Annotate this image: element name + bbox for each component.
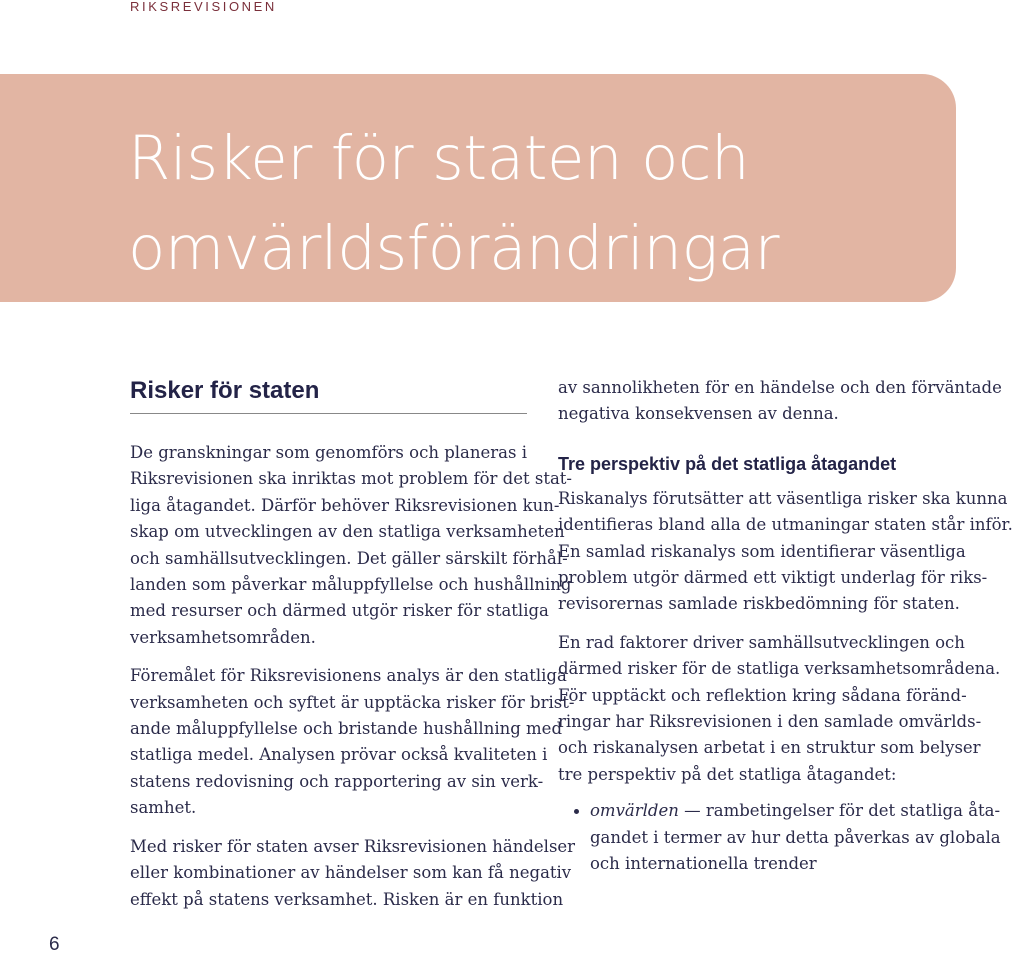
text-line: skap om utvecklingen av den statliga verksamheten [130, 522, 565, 542]
text-line: identifieras bland alla de utmaningar staten står inför. [558, 515, 1013, 535]
text-line: Riskanalys förutsätter att väsentliga risker ska kunna [558, 488, 1008, 508]
text-line: därmed risker för de statliga verksamhetsområdena. [558, 659, 1001, 679]
text-line: gandet i termer av hur detta påverkas av globala [590, 827, 1001, 847]
text-line: tre perspektiv på det statliga åtagandet: [558, 764, 897, 784]
text-line: statens redovisning och rapportering av sin verk- [130, 771, 544, 791]
text-line: med resurser och därmed utgör risker för statliga [130, 601, 549, 621]
text-line: verksamhetsområden. [130, 627, 316, 647]
paragraph [130, 834, 576, 913]
bullet-item [558, 798, 1001, 877]
left-column [130, 375, 576, 913]
text-line: För upptäckt och reflektion kring sådana föränd- [558, 685, 967, 705]
paragraph [558, 375, 1002, 428]
paragraph [558, 630, 1001, 788]
text-line: effekt på statens verksamhet. Risken är en funktion [130, 889, 564, 909]
paragraph [558, 486, 1013, 618]
chapter-title [128, 114, 779, 294]
text-line: och internationella trender [590, 854, 817, 874]
text-line: ande måluppfyllelse och bristande hushållning med [130, 719, 563, 739]
subheading: Tre perspektiv på det statliga åtagandet [558, 453, 897, 474]
text-line: De granskningar som genomförs och planeras i [130, 443, 527, 462]
paragraph [130, 663, 575, 821]
chapter-title-line: omvärldsförändringar [128, 213, 780, 284]
text-line: problem utgör därmed ett viktigt underlag för riks- [558, 568, 988, 588]
running-header: RIKSREVISIONEN [130, 0, 277, 14]
bullet-text: — rambetingelser för det statliga åta- [684, 801, 1001, 821]
text-line: revisorernas samlade riskbedömning för staten. [558, 594, 960, 614]
text-line: Med risker för staten avser Riksrevisionen händelser [130, 836, 576, 856]
text-line: verksamheten och syftet är upptäcka risker för brist- [130, 692, 575, 712]
text-line: negativa konsekvensen av denna. [558, 404, 839, 424]
bullet-dot-icon [574, 809, 579, 814]
right-column [558, 375, 1013, 878]
section-heading: Risker för staten [130, 375, 527, 414]
text-line: samhet. [130, 798, 197, 818]
text-line: En rad faktorer driver samhällsutvecklingen och [558, 632, 965, 652]
bullet-term: omvärlden [590, 801, 679, 821]
text-line: ringar har Riksrevisionen i den samlade omvärlds- [558, 712, 982, 732]
text-line [590, 798, 1001, 824]
text-line: liga åtagandet. Därför behöver Riksrevisionen kun- [130, 495, 560, 515]
text-line: av sannolikheten för en händelse och den förväntade [558, 378, 1002, 397]
text-line: landen som påverkar måluppfyllelse och hushållning [130, 575, 572, 595]
paragraph [130, 440, 573, 651]
text-line: Riksrevisionen ska inriktas mot problem för det stat- [130, 469, 573, 489]
text-line: och riskanalysen arbetat i en struktur som belyser [558, 738, 981, 758]
text-line: En samlad riskanalys som identifierar väsentliga [558, 541, 966, 561]
chapter-title-line: Risker för staten och [128, 123, 750, 194]
text-line: eller kombinationer av händelser som kan få negativ [130, 863, 572, 883]
text-line: Föremålet för Riksrevisionens analys är den statliga [130, 666, 567, 686]
text-line: och samhällsutvecklingen. Det gäller särskilt förhål- [130, 548, 568, 568]
page-number: 6 [49, 934, 60, 955]
text-line: statliga medel. Analysen prövar också kvaliteten i [130, 745, 548, 765]
